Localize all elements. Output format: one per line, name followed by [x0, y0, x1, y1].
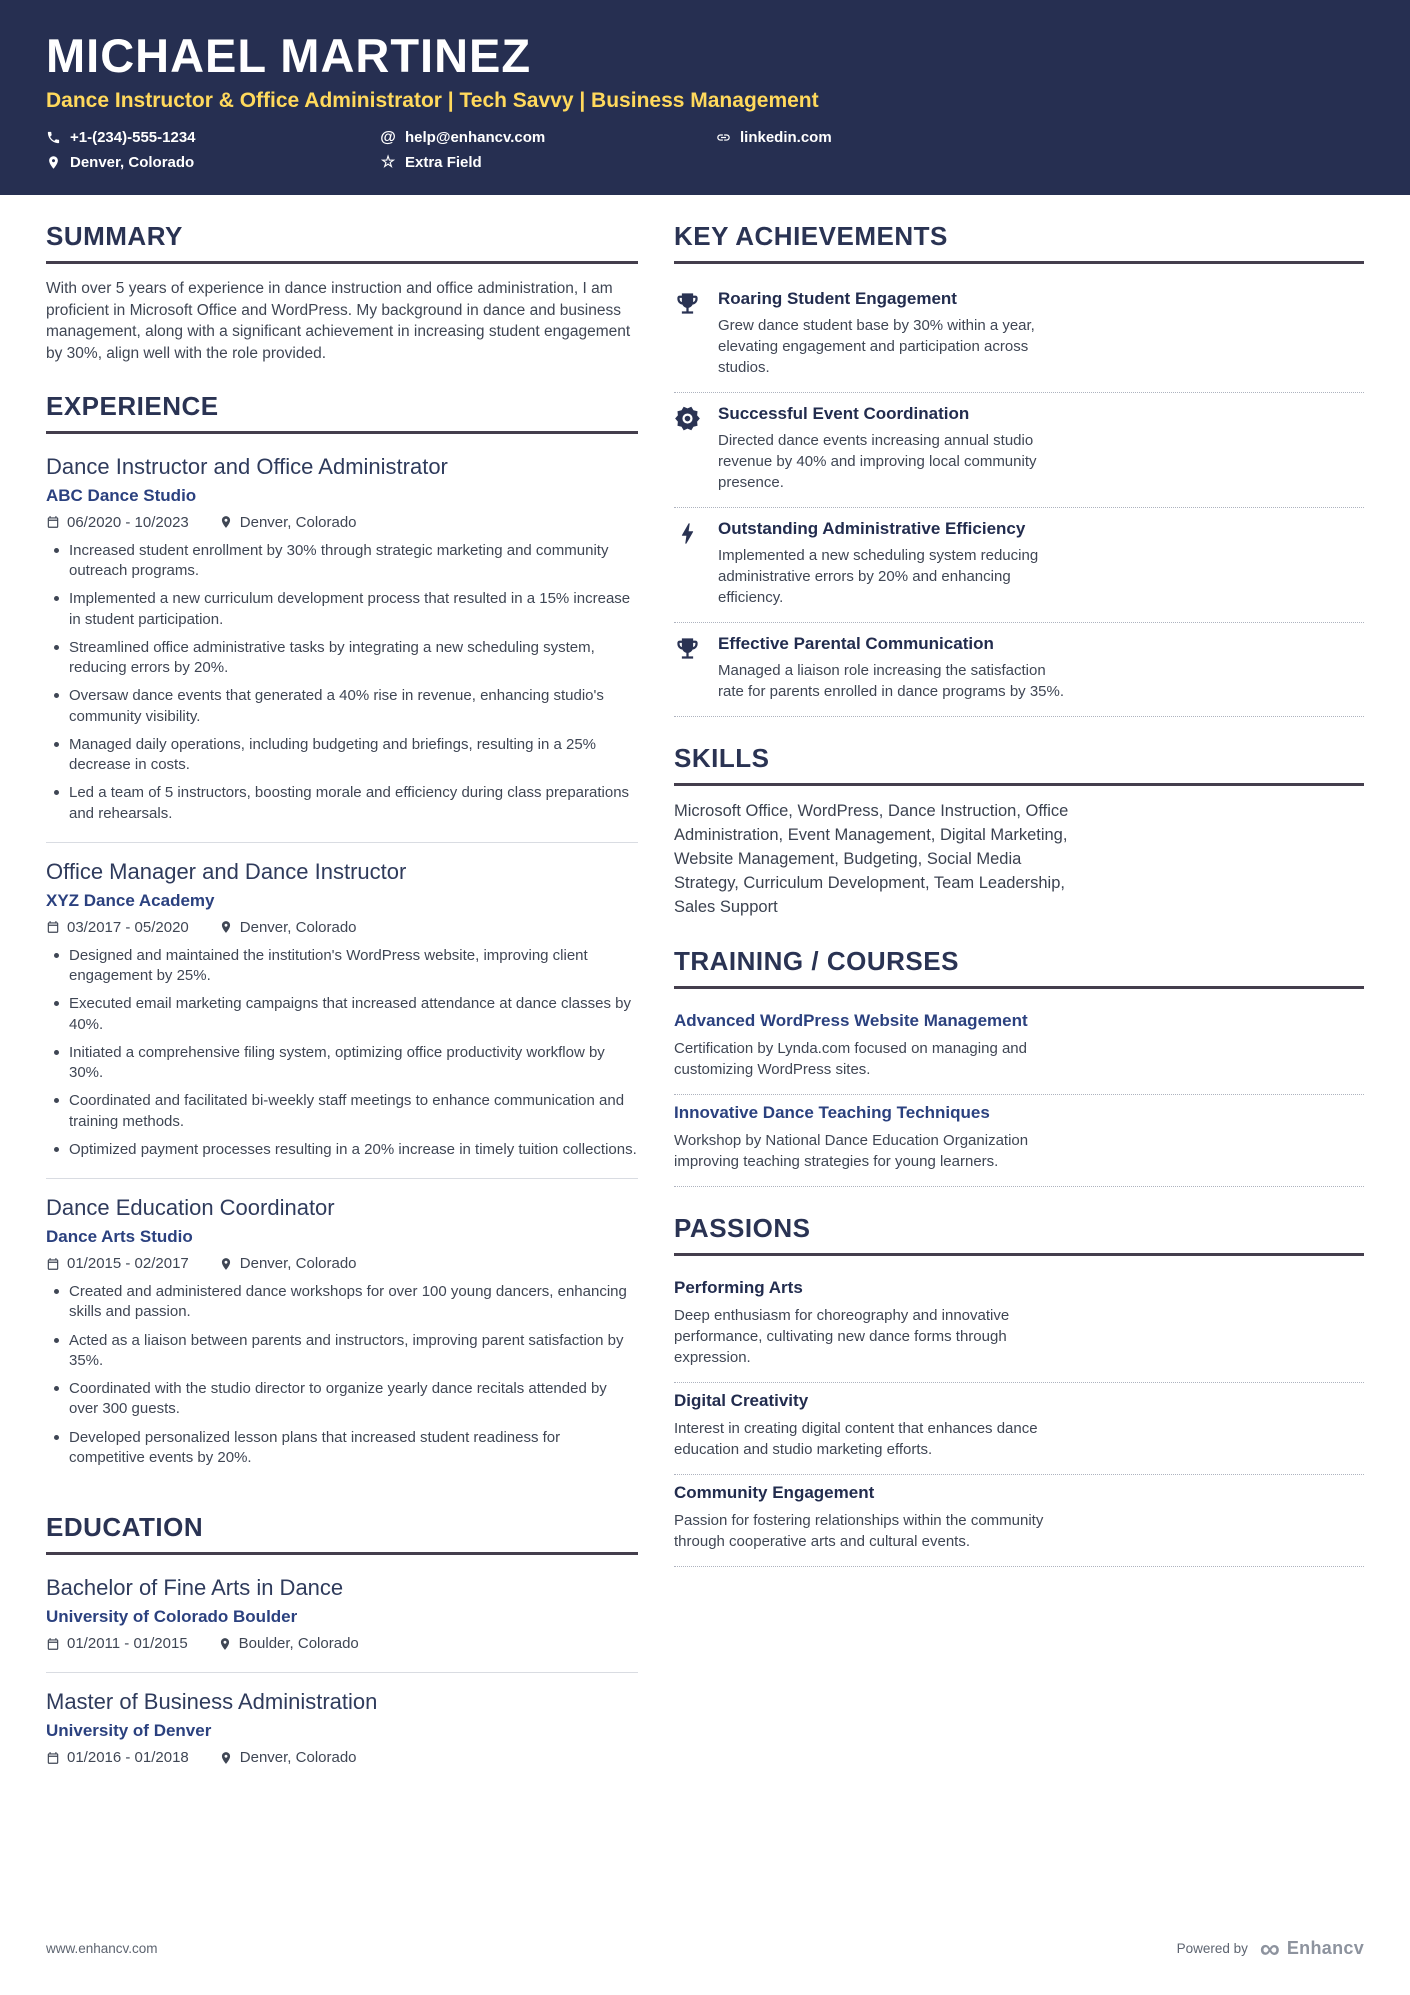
key-achievements-heading: KEY ACHIEVEMENTS: [674, 221, 1364, 264]
skills-heading: SKILLS: [674, 743, 1364, 786]
bullet-item: Coordinated with the studio director to organize yearly dance recitals attended by over 300 guests.: [69, 1379, 638, 1420]
job-bullets: [46, 946, 638, 1160]
date-range: [46, 1255, 189, 1272]
experience-entry: [46, 853, 638, 1179]
location-pin-icon: [219, 1257, 233, 1271]
date-range: [46, 514, 189, 531]
key-achievements-section: [674, 221, 1364, 717]
degree-title: Master of Business Administration: [46, 1689, 378, 1714]
achievement-icon-box: [674, 634, 708, 702]
education-section: [46, 1512, 638, 1786]
education-entry: [46, 1569, 638, 1673]
passion-title: Digital Creativity: [674, 1390, 809, 1410]
experience-heading: EXPERIENCE: [46, 391, 638, 434]
job-title: Dance Instructor and Office Administrator: [46, 453, 448, 479]
candidate-name: MICHAEL MARTINEZ: [46, 29, 532, 82]
location-pin-icon: [218, 1637, 232, 1651]
school-name: University of Denver: [46, 1721, 212, 1740]
training-item: [674, 1003, 1364, 1095]
passion-item: [674, 1383, 1364, 1475]
education-meta: [46, 1635, 638, 1652]
contact-email-text: help@enhancv.com: [405, 129, 546, 146]
achievement-text: Managed a liaison role increasing the satisfaction rate for parents enrolled in dance programs by 35%.: [718, 662, 1065, 700]
location-pin-icon: [219, 1751, 233, 1765]
date-range: [46, 919, 189, 936]
achievement-item: [674, 623, 1364, 717]
school-location-text: Denver, Colorado: [239, 1749, 357, 1766]
lightning-icon: [674, 520, 701, 547]
achievement-title: Roaring Student Engagement: [718, 289, 957, 308]
date-range-text: 06/2020 - 10/2023: [67, 513, 189, 531]
bullet-item: Developed personalized lesson plans that increased student readiness for competitive events by 20%.: [69, 1428, 638, 1469]
job-location: [219, 919, 357, 936]
achievement-text: Directed dance events increasing annual studio revenue by 40% and improving local community presence.: [718, 432, 1037, 491]
contact-email[interactable]: [380, 129, 716, 146]
calendar-icon: [46, 1637, 60, 1651]
powered-by: [1176, 1932, 1364, 1964]
achievement-title: Outstanding Administrative Efficiency: [718, 519, 1026, 538]
passion-title: Performing Arts: [674, 1277, 803, 1297]
bullet-item: Oversaw dance events that generated a 40% rise in revenue, enhancing studio's community visibility.: [69, 686, 638, 727]
date-range: [46, 1749, 189, 1766]
job-title: Office Manager and Dance Instructor: [46, 858, 407, 884]
resume-header: [0, 0, 1410, 195]
bullet-item: Led a team of 5 instructors, boosting morale and efficiency during class preparations and rehearsals.: [69, 783, 638, 824]
enhancv-logo-mark-icon: ∞: [1259, 1932, 1280, 1964]
achievement-icon-box: [674, 289, 708, 378]
calendar-icon: [46, 515, 60, 529]
education-entry: [46, 1683, 638, 1786]
left-column: [46, 221, 638, 1812]
bullet-item: Created and administered dance workshops for over 100 young dancers, enhancing skills and passion.: [69, 1282, 638, 1323]
job-meta: [46, 1255, 638, 1272]
job-location-text: Denver, Colorado: [239, 918, 357, 936]
bullet-item: Increased student enrollment by 30% through strategic marketing and community outreach programs.: [69, 541, 638, 582]
enhancv-website-link[interactable]: www.enhancv.com: [46, 1941, 158, 1956]
training-text: Certification by Lynda.com focused on managing and customizing WordPress sites.: [674, 1039, 1027, 1078]
school-location: [219, 1749, 357, 1766]
contact-phone-text: +1-(234)-555-1234: [70, 129, 196, 146]
contact-location-text: Denver, Colorado: [70, 154, 195, 171]
bullet-item: Acted as a liaison between parents and instructors, improving parent satisfaction by 35%.: [69, 1331, 638, 1372]
enhancv-logo[interactable]: [1259, 1932, 1364, 1964]
bullet-item: Implemented a new curriculum development process that resulted in a 15% increase in student participation.: [69, 589, 638, 630]
powered-by-text: Powered by: [1176, 1941, 1248, 1956]
candidate-headline: Dance Instructor & Office Administrator | Tech Savvy | Business Management: [46, 89, 819, 112]
job-location-text: Denver, Colorado: [239, 513, 357, 531]
achievement-item: [674, 393, 1364, 508]
achievement-item: [674, 278, 1364, 393]
summary-heading: SUMMARY: [46, 221, 638, 264]
achievement-icon-box: [674, 404, 708, 493]
passion-text: Interest in creating digital content that enhances dance education and studio marketing efforts.: [674, 1419, 1038, 1458]
enhancv-brand-name: Enhancv: [1286, 1938, 1364, 1958]
bullet-item: Coordinated and facilitated bi-weekly staff meetings to enhance communication and training methods.: [69, 1091, 638, 1132]
experience-entry: [46, 448, 638, 843]
summary-section: [46, 221, 638, 365]
training-title: Innovative Dance Teaching Techniques: [674, 1102, 990, 1122]
job-meta: [46, 514, 638, 531]
bullet-item: Executed email marketing campaigns that increased attendance at dance classes by 40%.: [69, 994, 638, 1035]
passion-item: [674, 1475, 1364, 1567]
location-pin-icon: [219, 515, 233, 529]
passion-text: Deep enthusiasm for choreography and innovative performance, cultivating new dance forms through expression.: [674, 1306, 1010, 1366]
achievement-icon-box: [674, 519, 708, 608]
job-bullets: [46, 541, 638, 824]
skills-section: [674, 743, 1364, 920]
contact-linkedin[interactable]: [716, 129, 1364, 146]
bullet-item: Managed daily operations, including budgeting and briefings, resulting in a 25% decrease in costs.: [69, 735, 638, 776]
passion-title: Community Engagement: [674, 1482, 875, 1502]
bullet-item: Optimized payment processes resulting in a 20% increase in timely tuition collections.: [69, 1140, 638, 1160]
contact-info: [46, 129, 1364, 171]
date-range-text: 01/2011 - 01/2015: [67, 1635, 188, 1652]
star-icon: ☆: [380, 153, 396, 171]
experience-entry: [46, 1189, 638, 1486]
passion-text: Passion for fostering relationships within the community through cooperative arts and cultural events.: [674, 1511, 1044, 1550]
page-footer: [46, 1932, 1364, 1964]
education-meta: [46, 1749, 638, 1766]
award-badge-icon: [674, 405, 701, 432]
date-range-text: 03/2017 - 05/2020: [67, 918, 189, 936]
contact-phone[interactable]: [46, 129, 380, 146]
achievement-text: Grew dance student base by 30% within a year, elevating engagement and participation across studios.: [718, 317, 1035, 376]
achievement-body: [718, 404, 1364, 493]
location-pin-icon: [219, 920, 233, 934]
calendar-icon: [46, 920, 60, 934]
achievement-title: Effective Parental Communication: [718, 634, 994, 653]
training-heading: TRAINING / COURSES: [674, 946, 1364, 989]
contact-extra-field: [380, 154, 716, 171]
passions-heading: PASSIONS: [674, 1213, 1364, 1256]
training-title: Advanced WordPress Website Management: [674, 1010, 1028, 1030]
passion-item: [674, 1270, 1364, 1383]
trophy-icon: [674, 635, 701, 662]
achievement-body: [718, 289, 1364, 378]
job-bullets: [46, 1282, 638, 1468]
training-item: [674, 1095, 1364, 1187]
training-text: Workshop by National Dance Education Organization improving teaching strategies for young learners.: [674, 1131, 1029, 1170]
job-title: Dance Education Coordinator: [46, 1195, 335, 1220]
achievement-body: [718, 634, 1364, 702]
degree-title: Bachelor of Fine Arts in Dance: [46, 1575, 344, 1600]
achievement-body: [718, 519, 1364, 608]
calendar-icon: [46, 1751, 60, 1765]
contact-location: [46, 154, 380, 171]
contact-linkedin-text: linkedin.com: [740, 129, 832, 146]
company-name: Dance Arts Studio: [46, 1227, 193, 1246]
main-content: [0, 195, 1410, 1812]
passions-section: [674, 1213, 1364, 1567]
trophy-icon: [674, 290, 701, 317]
link-icon: [716, 130, 731, 145]
achievement-item: [674, 508, 1364, 623]
date-range-text: 01/2015 - 02/2017: [67, 1255, 189, 1272]
job-location: [219, 514, 357, 531]
date-range: [46, 1635, 188, 1652]
school-name: University of Colorado Boulder: [46, 1607, 298, 1626]
bullet-item: Designed and maintained the institution's WordPress website, improving client engagement by 25%.: [69, 946, 638, 987]
experience-section: [46, 391, 638, 1486]
school-location: [218, 1635, 359, 1652]
school-location-text: Boulder, Colorado: [238, 1635, 359, 1652]
company-name: XYZ Dance Academy: [46, 890, 215, 910]
education-heading: EDUCATION: [46, 1512, 638, 1555]
bullet-item: Streamlined office administrative tasks by integrating a new scheduling system, reducing errors by 20%.: [69, 638, 638, 679]
contact-extra-text: Extra Field: [405, 154, 482, 171]
skills-list: Microsoft Office, WordPress, Dance Instruction, Office Administration, Event Management, Digital Marketing, Website Management, Budgeting, Social Media Strategy, Curriculum Development, Team Leadership, Sales Support: [674, 802, 1069, 916]
at-icon: @: [380, 128, 396, 146]
bullet-item: Initiated a comprehensive filing system, optimizing office productivity workflow by 30%.: [69, 1043, 638, 1084]
job-meta: [46, 919, 638, 936]
location-pin-icon: [46, 155, 61, 170]
job-location: [219, 1255, 357, 1272]
right-column: [674, 221, 1364, 1812]
job-location-text: Denver, Colorado: [239, 1255, 357, 1272]
training-section: [674, 946, 1364, 1187]
phone-icon: [46, 130, 61, 145]
company-name: ABC Dance Studio: [46, 485, 197, 505]
achievement-text: Implemented a new scheduling system reducing administrative errors by 20% and enhancing efficiency.: [718, 547, 1039, 606]
summary-text: With over 5 years of experience in dance instruction and office administration, I am proficient in Microsoft Office and WordPress. My background in dance and business management, along with a significant achievement in increasing student engagement by 30%, align well with the role provided.: [46, 280, 631, 363]
calendar-icon: [46, 1257, 60, 1271]
achievement-title: Successful Event Coordination: [718, 404, 970, 423]
date-range-text: 01/2016 - 01/2018: [67, 1749, 189, 1766]
